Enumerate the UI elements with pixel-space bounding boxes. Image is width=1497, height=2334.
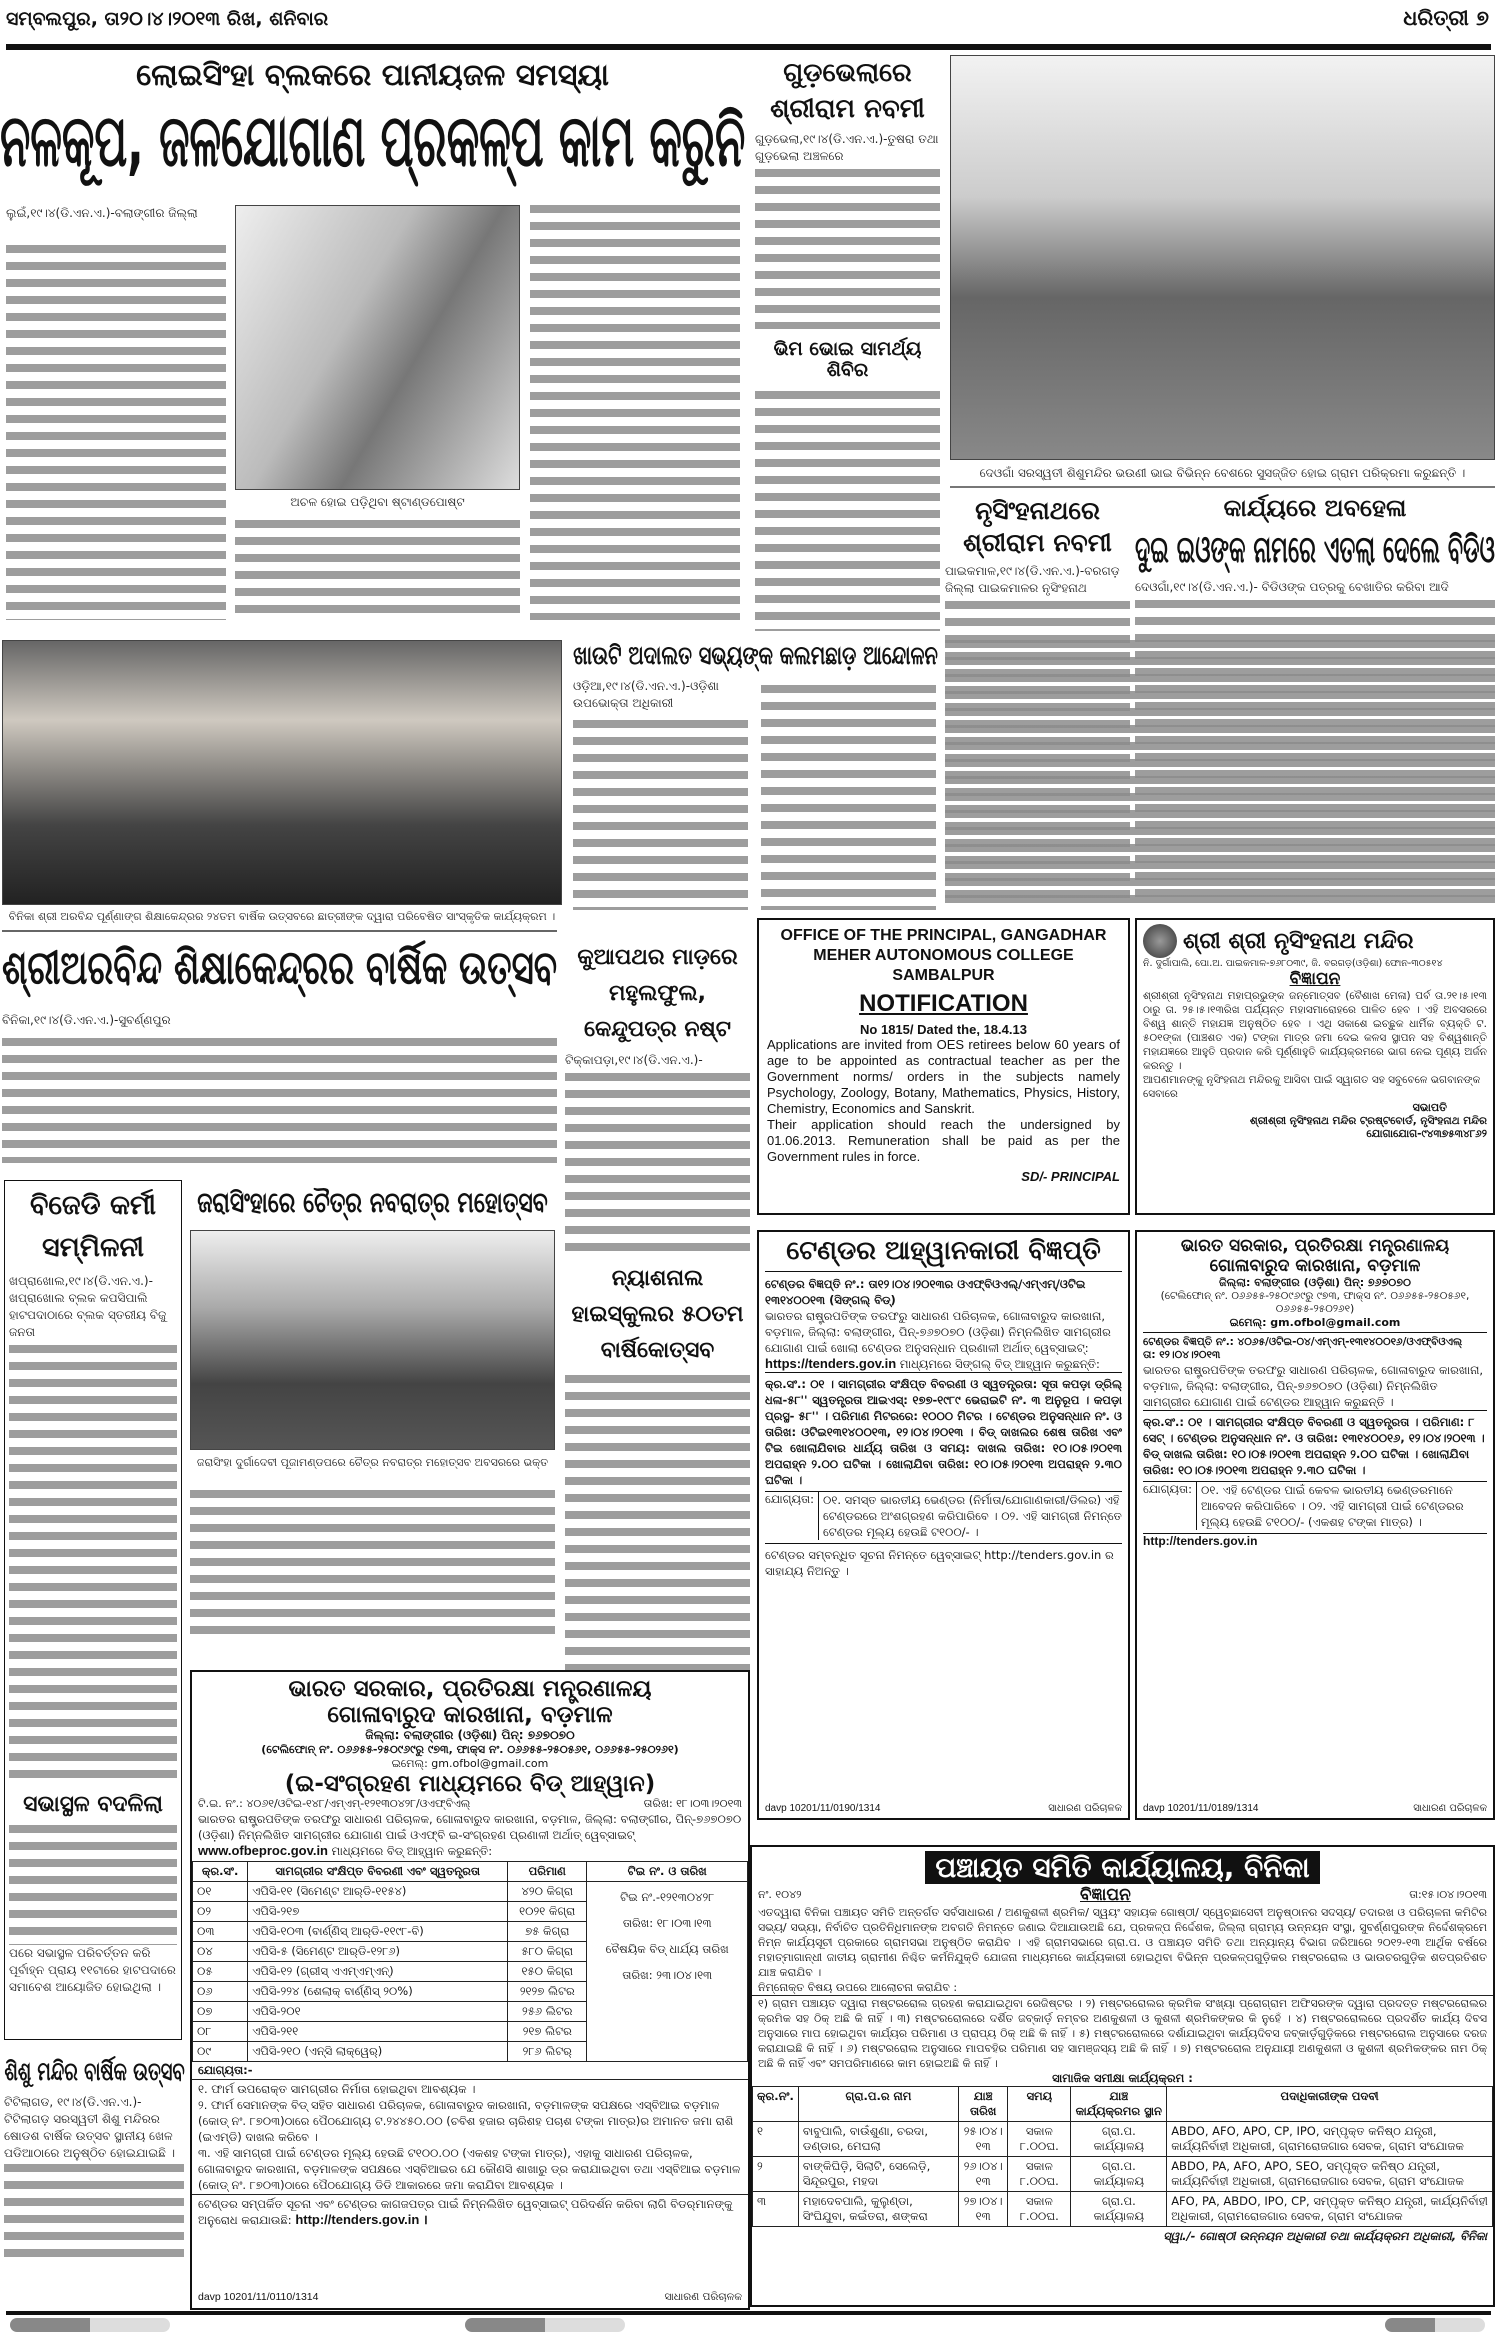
- bjd-story: [4, 1180, 182, 2040]
- eproc-url-link[interactable]: www.ofbeproc.gov.in: [198, 1843, 328, 1858]
- dance-photo: [2, 640, 562, 905]
- table-row: [753, 2122, 1493, 2157]
- shishu-story: [4, 2050, 184, 2310]
- eproc-subtitle: (ଇ-ସଂଗ୍ରହଣ ମାଧ୍ୟମରେ ବିଡ୍ ଆହ୍ୱାନ): [284, 1771, 656, 1797]
- khauti-col2: [761, 685, 936, 910]
- ordnance-phone: (ଟେଲିଫୋନ୍ ନଂ. ୦୬୬୫୫-୨୫୦୯୬୯ରୁ ୯୭୩, ଫାକ୍ସ ନଂ. ୦୬୬୫୫-୨୫୦୫୬୧, ୦୬୬୫୫-୨୫୦୨୬୧): [1160, 1290, 1470, 1315]
- ordnance-tender-ad: [1135, 1230, 1495, 1820]
- ordnance-eligibility: ୦୧. ଏହି ଟେଣ୍ଡର ପାଇଁ କେବଳ ଭାରତୀୟ ଭେଣ୍ଡରମାନେ ଆବେଦନ କରିପାରିବେ । ୦୨. ଏହି ସାମଗ୍ରୀ ପାଇଁ ଟେଣ୍ଡରର ମୂଲ୍ୟ ହେଉଛି ଟ୧୦୦/- (ଏକଶହ ଟଙ୍କା ମାତ୍ର) ।: [1201, 1483, 1464, 1529]
- table-cell: ଏପିସି-୨୨୪ (ଶେଲାକ୍ ବାର୍ଣ୍ଣିସ୍ ୨୦%): [248, 1982, 508, 2002]
- notification-body-2: Their application should reach the undersigned by 01.06.2013. Remuneration shall be paid as per the Government rules in force.: [767, 1117, 1120, 1164]
- eproc-body-text: ଭାରତର ରାଷ୍ଟ୍ରପତିଙ୍କ ତରଫରୁ ସାଧାରଣ ପରିଚାଳକ, ଗୋଳାବାରୁଦ କାରଖାନା, ବଡ଼ମାଳ, ଜିଲ୍ଲା: ବଲାଙ୍ଗୀର, ପିନ୍-୭୬୭୦୭୦ (ଓଡ଼ିଶା) ନିମ୍ନଲିଖିତ ସାମଗ୍ରୀର ଯୋଗାଣ ପାଇଁ ଓଏଫ୍‌ବି ଇ-ସଂଗ୍ରହଣ ପ୍ରଣାଳୀ ଅର୍ଥାତ୍ ୱେବ୍‌ସାଇଟ୍: [198, 1812, 742, 1842]
- ordnance-date: ତା: ୧୨।୦୪।୨୦୧୩: [1143, 1349, 1221, 1361]
- te-info-line: ଟିଇ ନଂ.-୧୨୧୩୦୪୨୮: [620, 1890, 715, 1904]
- panchayat-date: ତା:୧୫।୦୪।୨୦୧୩: [1409, 1888, 1487, 1901]
- shishu-lede: ଟିଟିଲାଗଡ, ୧୯।୪(ଡି.ଏନ.ଏ.)-ଟିଟିଲାଗଡ଼ ସରସ୍ୱତୀ ଶିଶୁ ମନ୍ଦିରର ଷୋଡଶ ବାର୍ଷିକ ଉତ୍ସବ ସ୍ଥାନୀୟ ଖେଳ ପଡିଆଠାରେ ଅନୁଷ୍ଠିତ ହୋଇଯାଇଛି ।: [4, 2095, 176, 2160]
- table-cell: ୦୧: [193, 1882, 248, 1902]
- gudabhela-headline: ଗୁଡ଼ଭେଲାରେ ଶ୍ରୀରାମ ନବମୀ: [770, 58, 925, 124]
- table-cell: ଏପିସି-୫ (ସିମେଣ୍ଟ ଆର୍‌ଡି-୧୨୮୬): [248, 1942, 508, 1962]
- lead-col2-low: [235, 520, 520, 620]
- temple-address: ନି. ଦୁର୍ଗାପାଲି, ପୋ.ଅ. ପାଇକମାଳ-୭୬୮୦୩୯, ଜି. ବରଗଡ଼(ଓଡ଼ିଶା) ଫୋନ-୩୦୫୧୪: [1143, 958, 1443, 969]
- temple-ad-subtitle: ବିଜ୍ଞାପନ: [1289, 969, 1341, 989]
- panchayat-subtitle: ବିଜ୍ଞାପନ: [1080, 1885, 1131, 1905]
- kuapathar-story: [565, 930, 750, 1630]
- bhima-bhoi-headline: ଭିମ ଭୋଇ ସାମର୍ଥ୍ୟ ଶିବିର: [773, 338, 922, 381]
- table-cell: ABDO, AFO, APO, CP, IPO, ସମ୍ପୃକ୍ତ କନିଷ୍ଠ ଯନ୍ତ୍ରୀ, କାର୍ଯ୍ୟନିର୍ବାହୀ ଅଧିକାରୀ, ଗ୍ରାମରୋଜଗାର ସେବକ, ଗ୍ରାମ ସଂଯୋଜକ: [1167, 2122, 1493, 2157]
- section-rule: [2, 930, 557, 932]
- ordnance-url-link[interactable]: http://tenders.gov.in: [1143, 1533, 1487, 1548]
- table-cell: ସକାଳ ୮.୦୦ଘ.: [1008, 2157, 1071, 2192]
- table-cell: ଗ୍ରା.ପ. କାର୍ଯ୍ୟାଳୟ: [1071, 2192, 1167, 2227]
- page-scroll-handle-center[interactable]: [465, 2318, 625, 2332]
- table-cell: ୨୫।୦୪।୧୩: [959, 2122, 1008, 2157]
- continued-columns: [945, 640, 1495, 910]
- panchayat-topics: ୧) ଗ୍ରାମ ପଞ୍ଚାୟତ ଦ୍ୱାରା ମଷ୍ଟରରୋଲ ଗ୍ରହଣ କରାଯାଇଥିବା ରେଜିଷ୍ଟର । ୨) ମଷ୍ଟରରୋଲର କ୍ରମିକ ସଂଖ୍ୟା ପ୍ରୋଗ୍ରାମ ଅଫିସରଙ୍କ ଦ୍ୱାରା ପ୍ରଦତ୍ତ ମଷ୍ଟରରୋଲର କ୍ରମିକ ସହ ଠିକ୍ ଅଛି କି ନାହିଁ । ୩) ମଷ୍ଟରରୋଲରେ ଦର୍ଶିତ ଜବ୍‌କାର୍ଡ଼ ନମ୍ବର ଅଣକୁଶଳୀ ଓ କୁଶଳୀ ଶ୍ରମିକଙ୍କର କି ନୁହେଁ । ୪) ମଷ୍ଟରରୋଲରେ ପ୍ରଦର୍ଶିତ କାର୍ଯ୍ୟ ଦିବସ ଅନୁସାରେ ମାପ ହୋଇଥିବା କାର୍ଯ୍ୟର ପରିମାଣ ଓ ପ୍ରାପ୍ୟ ଠିକ୍ ଅଛି କି ନାହିଁ । ୫) ମଷ୍ଟରରୋଲରେ ଦର୍ଶାଯାଇଥିବା କାର୍ଯ୍ୟଦିବସ ଜବ୍‌କାର୍ଡ଼ଗୁଡ଼ିକରେ ମଷ୍ଟରରୋଲ ଅନୁସାରେ ଦରଜ କରାଯାଇଛି କି ନାହିଁ । ୬) ମଷ୍ଟରରୋଲ ଅନୁସାରେ ମାପବହିର ପରିମାଣ ସହ ସାମଞ୍ଜସ୍ୟ ଅଛି କି ନାହିଁ । ୭) ମଷ୍ଟରରୋଲ ଅନୁଯାୟୀ ଅଣକୁଶଳୀ ଓ କୁଶଳୀ ଶ୍ରମିକଙ୍କର ନାମ ଠିକ୍ ଅଛି କି ନାହିଁ ଏବଂ ସମପରିମାଣରେ କାମ ହୋଇଅଛି କି ନାହିଁ ।: [752, 1995, 1493, 2071]
- college-notification-ad: [757, 918, 1130, 1215]
- social-audit-table: [752, 2086, 1493, 2227]
- table-cell: ୨: [753, 2157, 799, 2192]
- table-cell: ୧: [753, 2122, 799, 2157]
- kuapathar-lede: ଟିକ୍କାପଡ଼ା,୧୯।୪(ଡି.ଏନ.ଏ.)-: [565, 1053, 703, 1067]
- panchayat-title: ପଞ୍ଚାୟତ ସମିତି କାର୍ଯ୍ୟାଳୟ, ବିନିକା: [925, 1851, 1319, 1884]
- eproc-note-link[interactable]: http://tenders.gov.in ।: [295, 2212, 428, 2227]
- temple-signer-role: ସଭାପତି: [1412, 1101, 1447, 1114]
- table-cell: ୦୫: [193, 1962, 248, 1982]
- table-cell: ୦୩: [193, 1922, 248, 1942]
- eproc-eligibility-list: [192, 2080, 748, 2195]
- panchayat-ad: [750, 1845, 1495, 2307]
- national-hs-headline: ନ୍ୟାଶନାଲ ହାଇସ୍କୁଲର ୫୦ତମ ବାର୍ଷିକୋତ୍ସବ: [571, 1266, 744, 1363]
- eproc-items-table: [192, 1861, 748, 2062]
- lead-story: [0, 55, 745, 625]
- eproc-column-header: ପରିମାଣ: [508, 1862, 587, 1882]
- table-cell: ବାଙ୍କିଘିଡ଼ି, ସିଲାଟି, ସେଲେଡ଼ି, ସିନ୍ଦୂରପୁର, ମହଦା: [798, 2157, 958, 2192]
- table-row: [193, 1882, 748, 1902]
- khauti-story: [573, 640, 938, 910]
- tender-ref: ଟେଣ୍ଡର ବିଜ୍ଞପ୍ତି ନଂ.: ତା୧୨।୦୪।୨୦୧୩ର ଓଏଫ୍‌ବିଓଏଲ୍/ଏମ୍‌ଏମ୍/ଓଟିଇ ୧୩୧୪୦୦୧୩ (ସିଙ୍ଗଲ୍ ବିଡ୍): [765, 1277, 1086, 1307]
- tender-ad: [757, 1230, 1130, 1820]
- ordnance-ref: ଟେଣ୍ଡର ବିଜ୍ଞପ୍ତି ନଂ.: ୪୦୬୫/ଓଟିଇ-୦୪/ଏମ୍‌ଏମ୍-୧୩୧୪୦୦୧୬/ଓଏଫ୍‌ବିଓଏଲ୍: [1143, 1336, 1463, 1348]
- table-cell: ୦୨: [193, 1902, 248, 1922]
- nrusinghanath-lede: ପାଇକମାଳ,୧୯।୪(ଡି.ଏନ.ଏ.)-ବରଗଡ଼ ଜିଲ୍ଲା ପାଇକମାଳର ନୃସିଂହନାଥ: [945, 564, 1120, 595]
- panchayat-signer: ସ୍ୱା./- ଗୋଷ୍ଠୀ ଉନ୍ନୟନ ଅଧିକାରୀ ତଥା କାର୍ଯ୍ୟକ୍ରମ ଅଧିକାରୀ, ବିନିକା: [1163, 2229, 1487, 2243]
- dance-caption: ବିନିକା ଶ୍ରୀ ଅରବିନ୍ଦ ପୂର୍ଣ୍ଣାଙ୍ଗ ଶିକ୍ଷାକେନ୍ଦ୍ରର ୨୪ତମ ବାର୍ଷିକ ଉତ୍ସବରେ ଛାତ୍ରୀଙ୍କ ଦ୍ୱାରା ପରିବେଷିତ ସାଂସ୍କୃତିକ କାର୍ଯ୍ୟକ୍ରମ ।: [8, 910, 556, 923]
- table-cell: ୫୮୦ କିଗ୍ରା: [508, 1942, 587, 1962]
- temple-seal-icon: [1143, 924, 1177, 958]
- table-cell: ୪୨୦ କିଗ୍ରା: [508, 1882, 587, 1902]
- eproc-phone: (ଟେଲିଫୋନ୍ ନଂ. ୦୬୬୫୫-୨୫୦୯୬୯ରୁ ୯୭୩, ଫାକ୍ସ ନଂ. ୦୬୬୫୫-୨୫୦୫୬୧, ୦୬୬୫୫-୨୫୦୨୬୧): [261, 1743, 679, 1756]
- ordnance-davp: davp 10201/11/0189/1314: [1143, 1803, 1259, 1814]
- caption-rule: [950, 486, 1495, 488]
- table-cell: ଏପିସି-୨୧୦ (ଏନ୍‌ସି ଲାକ୍ୱେର୍): [248, 2042, 508, 2062]
- ordnance-district: ଜିଲ୍ଲା: ବଲାଙ୍ଗୀର (ଓଡ଼ିଶା) ପିନ୍: ୭୬୭୦୭୦: [1219, 1276, 1411, 1289]
- table-cell: ମହାଦେବପାଲି, କୁଲୁଣ୍ଡା, ସିଂଘିଯୁବା, କଇଁତରା, ଶଙ୍କରା: [798, 2192, 958, 2227]
- standpost-caption: ଅଚଳ ହୋଇ ପଡ଼ିଥିବା ଷ୍ଟାଣ୍ଡପୋଷ୍ଟ: [290, 495, 465, 509]
- eligibility-item: ୩. ଏହି ସାମଗ୍ରୀ ପାଇଁ ଟେଣ୍ଡର ମୂଲ୍ୟ ହେଉଛି ଟ୧୦୦.୦୦ (ଏକଶହ ଟଙ୍କା ମାତ୍ର), ଏହାକୁ ସାଧାରଣ ପରିଚାଳକ, ଗୋଳାବାରୁଦ କାରଖାନା, ବଡ଼ମାଳଙ୍କ ସପକ୍ଷରେ ଏସ୍‌ବିଆଇର ଯେ କୌଣସି ଶାଖାରୁ ଡ୍ର କରାଯାଇଥିବା ତଥା ଏସ୍‌ବିଆଇ ବଡ଼ମାଳ (କୋଡ୍ ନଂ. ୮୭୦୩)ଠାରେ ପୈଠଯୋଗ୍ୟ ଡିଡି ଆକାରରେ ଜମା କରାଯିବା ଆବଶ୍ୟକ ।: [198, 2146, 741, 2192]
- eproc-column-header: ସାମଗ୍ରୀର ସଂକ୍ଷିପ୍ତ ବିବରଣୀ ଏବଂ ସ୍ୱତନ୍ତ୍ରତା: [248, 1862, 508, 1882]
- audit-column-header: ଯାଞ୍ଚ ତାରିଖ: [959, 2087, 1008, 2122]
- aurobindo-story: [2, 930, 557, 1170]
- ordnance-body: ଭାରତର ରାଷ୍ଟ୍ରପତିଙ୍କ ତରଫରୁ ସାଧାରଣ ପରିଚାଳକ, ଗୋଳାବାରୁଦ କାରଖାନା, ବଡ଼ମାଳ, ଜିଲ୍ଲା: ବଲାଙ୍ଗୀର, ପିନ୍-୭୬୭୦୭୦ (ଓଡ଼ିଶା) ନିମ୍ନଲିଖିତ ସାମଗ୍ରୀର ଯୋଗାଣ ପାଇଁ ଟେଣ୍ଡର ଆହ୍ୱାନ କରୁଛନ୍ତି ।: [1143, 1363, 1483, 1409]
- shishu-body: [4, 2164, 184, 2264]
- table-cell: ୨୭।୦୪।୧୩: [959, 2192, 1008, 2227]
- eproc-ref: ଟି.ଇ. ନଂ.: ୪୦୬୧/ଓଟିଇ-୧୪୮/ଏମ୍‌ଏମ୍-୧୨୧୩୦୪୨୮/ଓଏଫ୍‌ବିଏଲ୍: [198, 1797, 471, 1810]
- table-cell: ୦୬: [193, 1982, 248, 2002]
- table-cell: ୨୮୬ ଲିଟର୍: [508, 2042, 587, 2062]
- khauti-col1: [573, 720, 748, 910]
- footer-rule: [6, 2311, 1491, 2315]
- tender-eligibility-label: ଯୋଗ୍ୟତା:: [765, 1492, 819, 1540]
- table-cell: ସକାଳ ୮.୦୦ଘ.: [1008, 2122, 1071, 2157]
- te-info-line: ତାରିଖ: ୧୮।୦୩।୧୩: [622, 1916, 712, 1930]
- ordnance-eligibility-label: ଯୋଗ୍ୟତା:: [1143, 1482, 1197, 1530]
- jarasingha-body: [190, 1490, 555, 1635]
- procession-photo: [950, 55, 1495, 460]
- aurobindo-headline: ଶ୍ରୀଅରବିନ୍ଦ ଶିକ୍ଷାକେନ୍ଦ୍ରର ବାର୍ଷିକ ଉତ୍ସବ: [2, 941, 557, 995]
- table-cell: ଏପିସି-୨୧୭: [248, 1902, 508, 1922]
- bjd-headline: ବିଜେଡି କର୍ମୀ ସମ୍ମିଳନୀ: [29, 1190, 157, 1263]
- temple-ad-body-2: ଆପଣମାନଙ୍କୁ ନୃସିଂହନାଥ ମନ୍ଦିରକୁ ଆସିବା ପାଇଁ ସ୍ୱାଗତ ସହ ସବୁବେଳେ ଭଗବାନଙ୍କ ସେବାରେ: [1143, 1074, 1481, 1100]
- masthead-dateline: ସମ୍ବଲପୁର, ତା୨୦।୪।୨୦୧୩ ରିଖ, ଶନିବାର: [6, 8, 329, 30]
- navaratri-photo: [190, 1230, 555, 1450]
- tender-eligibility: ୦୧. ସମସ୍ତ ଭାରତୀୟ ଭେଣ୍ଡର (ନିର୍ମାତା/ଯୋଗାଣକାରୀ/ଡିଲର) ଏହି ଟେଣ୍ଡରରେ ଅଂଶଗ୍ରହଣ କରିପାରିବେ । ୦୨. ଏହି ସାମଗ୍ରୀ ନିମନ୍ତେ ଟେଣ୍ଡର ମୂଲ୍ୟ ହେଉଛି ଟ୧୦୦/- ।: [823, 1493, 1122, 1539]
- tender-intro: [765, 1308, 1122, 1372]
- temple-signer: ଶ୍ରୀଶ୍ରୀ ନୃସିଂହନାଥ ମନ୍ଦିର ଟ୍ରଷ୍ଟବୋର୍ଡ, ନୃସିଂହନାଥ ମନ୍ଦିର: [1249, 1115, 1487, 1127]
- tender-davp: davp 10201/11/0190/1314: [765, 1803, 881, 1814]
- aurobindo-lede: ବିନିକା,୧୯।୪(ଡି.ଏନ.ଏ.)-ସୁବର୍ଣ୍ଣପୁର: [2, 1013, 171, 1027]
- ordnance-eproc-ad: [190, 1670, 750, 2310]
- table-cell: ୦୭: [193, 2002, 248, 2022]
- page-scroll-handle-right[interactable]: [1385, 2318, 1485, 2332]
- temple-ad: [1135, 918, 1495, 1215]
- kuapathar-headline: କୁଆପଥର ମାଡ଼ରେ ମହୁଲଫୁଲ, କେନ୍ଦୁପତ୍ର ନଷ୍ଟ: [577, 945, 738, 1042]
- table-cell: ଏପିସି-୧୨ (ଗ୍ରୀସ୍ ଏଏମ୍‌ଏମ୍‌ଏନ୍): [248, 1962, 508, 1982]
- bjd-closing: ପରେ ସଭାସ୍ଥଳ ପରିବର୍ତ୍ତନ କରି ପୂର୍ବାହ୍ନ ପ୍ରାୟ ୧୧ଟାରେ ହାଟପଦାରେ ସମାବେଶ ଆୟୋଜିତ ହୋଇଥିଲା ।: [9, 1946, 176, 1995]
- national-hs-body: [565, 1375, 750, 1675]
- table-cell: ଏପିସି-୧୧ (ସିମେଣ୍ଟ ଆର୍‌ଡି-୧୧୫୪): [248, 1882, 508, 1902]
- eproc-davp: davp 10201/11/0110/1314: [198, 2291, 319, 2303]
- bdo-lede: ଦେଓଗାଁ,୧୯।୪(ଡି.ଏନ.ଏ.)- ବିଡିଓଙ୍କ ପତ୍ରକୁ ବେଖାତିର କରିବା ଆଦି: [1135, 580, 1449, 595]
- eproc-note: [192, 2195, 748, 2229]
- eligibility-item: ୧. ଫାର୍ମ ଉପରୋକ୍ତ ସାମଗ୍ରୀର ନିର୍ମାତା ହୋଇଥିବା ଆବଶ୍ୟକ ।: [198, 2082, 476, 2096]
- eproc-signer: ସାଧାରଣ ପରିଚାଳକ: [664, 2291, 742, 2303]
- gudabhela-lede: ଗୁଡ଼ଭେଲା,୧୯।୪(ଡି.ଏନ.ଏ.)-ତୁଷରା ତଥା ଗୁଡ଼ଭେଲା ଅଞ୍ଚଳରେ: [755, 132, 939, 163]
- lead-lede: ଲୁଇଁ,୧୯।୪(ଡି.ଏନ.ଏ.)-ବଲାଙ୍ଗୀର ଜିଲ୍ଲା: [6, 206, 198, 220]
- table-cell: ୭୫ କିଗ୍ରା: [508, 1922, 587, 1942]
- panchayat-program-label: ସାମାଜିକ ସମୀକ୍ଷା କାର୍ଯ୍ୟକ୍ରମ :: [1052, 2071, 1193, 2085]
- notification-title: NOTIFICATION: [859, 990, 1028, 1017]
- khauti-headline: ଖାଉଟି ଅଦାଲତ ସଭ୍ୟଙ୍କ କଲମଛାଡ଼ ଆନ୍ଦୋଳନ: [573, 639, 938, 671]
- header-rule: [6, 44, 1491, 50]
- notification-office: OFFICE OF THE PRINCIPAL, GANGADHAR MEHER AUTONOMOUS COLLEGE SAMBALPUR: [780, 927, 1107, 984]
- nrusinghanath-headline: ନୃସିଂହନାଥରେ ଶ୍ରୀରାମ ନବମୀ: [963, 496, 1112, 557]
- audit-column-header: ସମୟ: [1008, 2087, 1071, 2122]
- notification-body: Applications are invited from OES retirees below 60 years of age to be appointed as contractual teacher as per the Government norms/ orders in the subjects namely Psychology, Zoology, Botany, Mathematics, Physics, History, Chemistry, Economics and Sanskrit.: [767, 1037, 1120, 1116]
- table-cell: ୦୪: [193, 1942, 248, 1962]
- tender-item: କ୍ର.ସଂ.: ୦୧ । ସାମଗ୍ରୀର ସଂକ୍ଷିପ୍ତ ବିବରଣୀ ଓ ସ୍ୱତନ୍ତ୍ରତା: ସୂତା କପଡ଼ା ଡ୍ରିଲ୍ ଧଳା-୫୮'' ସ୍ୱତନ୍ତ୍ରତା ଆଇଏସ୍: ୧୭୭-୧୯୮୯ ଭେରାଇଟି ନଂ. ୩ ଅନୁରୂପ । କପଡ଼ା ପ୍ରସ୍ଥ- ୫୮'' । ପରିମାଣ ମିଟରରେ: ୧୦୦୦ ମିଟର । ଟେଣ୍ଡର ଅନୁସନ୍ଧାନ ନଂ. ଓ ତାରିଖ: ଓଟିଇ୧୩୧୪୦୦୧୩, ୧୨।୦୪।୨୦୧୩ । ବିଡ୍ ଦାଖଲର ଶେଷ ତାରିଖ ଏବଂ ଟିଇ ଖୋଲାଯିବାର ଧାର୍ଯ୍ୟ ତାରିଖ ଓ ସମୟ: ଦାଖଲ ତାରିଖ: ୧୦।୦୫।୨୦୧୩ ଅପରାହ୍ନ ୨.୦୦ ଘଟିକା । ଖୋଲାଯିବା ତାରିଖ: ୧୦।୦୫।୨୦୧୩ ଅପରାହ୍ନ ୨.୩୦ ଘଟିକା ।: [765, 1372, 1122, 1488]
- tender-url-link[interactable]: https://tenders.gov.in: [765, 1356, 897, 1371]
- panchayat-body: ଏତଦ୍ୱାରା ବିନିକା ପଞ୍ଚାୟତ ସମିତି ଅନ୍ତର୍ଗତ ସର୍ବସାଧାରଣ / ଅଣକୁଶଳୀ ଶ୍ରମିକ/ ସ୍ୱୟଂ ସହାୟକ ଗୋଷ୍ଠୀ/ ସ୍ୱେଚ୍ଛାସେବୀ ଅନୁଷ୍ଠାନର ସଦସ୍ୟ/ ତଦାରଖ ଓ ପରିଚାଳନା କମିଟିର ସଭ୍ୟ/ ସଭ୍ୟା, ନିର୍ବାଚିତ ପ୍ରତିନିଧିମାନଙ୍କ ଅବଗତି ନିମନ୍ତେ ଜଣାଇ ଦିଆଯାଉଅଛି ଯେ, ପ୍ରକଳ୍ପ ନିର୍ଦ୍ଦେଶକ, ଜିଲ୍ଲା ଗ୍ରାମ୍ୟ ଉନ୍ନୟନ ସଂସ୍ଥା, ସୁବର୍ଣ୍ଣପୁରଙ୍କ ନିର୍ଦ୍ଦେଶକ୍ରମେ ନିମ୍ନ କାର୍ଯ୍ୟସୂଚୀ ପ୍ରକାରେ ଗ୍ରାମସଭା ଅନୁଷ୍ଠିତ କରାଯିବ । ଏହି ଗ୍ରାମସଭାରେ ଗ୍ରା.ପ. ଓ ପଞ୍ଚାୟତ ସମିତି ତଥା ଅନ୍ୟାନ୍ୟ ବିଭାଗ ଜରିଆରେ ୨୦୧୨-୧୩ ଆର୍ଥିକ ବର୍ଷରେ ମହାତ୍ମାଗାନ୍ଧୀ ଜାତୀୟ ଗ୍ରାମୀଣ ନିଶ୍ଚିତ କର୍ମନିଯୁକ୍ତି ଯୋଜନା ମାଧ୍ୟମରେ କାର୍ଯ୍ୟକାରୀ ହୋଇଥିବା ବିଭିନ୍ନ ପ୍ରକଳ୍ପଗୁଡ଼ିକର ମଷ୍ଟରରୋଲ ଓ ଭାଉଚରଗୁଡ଼ିକ ଶତପ୍ରତିଶତ ଯାଞ୍ଚ କରାଯିବ ।: [758, 1906, 1487, 1979]
- panchayat-topics-label: ନିମ୍ନୋକ୍ତ ବିଷୟ ଉପରେ ଆଲୋଚନା କରାଯିବ :: [758, 1981, 958, 1994]
- eproc-title-2: ଗୋଳାବାରୁଦ କାରଖାନା, ବଡ଼ମାଳ: [327, 1702, 613, 1728]
- notification-signature: SD/- PRINCIPAL: [1021, 1169, 1120, 1184]
- bjd-body: [9, 1345, 177, 1785]
- te-info-cell: [587, 1882, 748, 2062]
- table-cell: ବାବୁପାଲି, ବାଉଁଶୁଣା, ଚରଦା, ଡଣ୍ଡାର, ମେଘଲା: [798, 2122, 958, 2157]
- venue-changed-headline: ସଭାସ୍ଥଳ ବଦଳିଲା: [23, 1792, 163, 1817]
- table-cell: ସକାଳ ୮.୦୦ଘ.: [1008, 2192, 1071, 2227]
- ordnance-title-1: ଭାରତ ସରକାର, ପ୍ରତିରକ୍ଷା ମନ୍ତ୍ରଣାଳୟ: [1180, 1236, 1450, 1256]
- tender-intro-end: ମାଧ୍ୟମରେ ସିଙ୍ଗଲ୍ ବିଡ୍ ଆହ୍ୱାନ କରୁଛନ୍ତି:: [899, 1357, 1100, 1371]
- ordnance-email[interactable]: ଇମେଲ୍: gm.ofbol@gmail.com: [1143, 1316, 1487, 1333]
- table-cell: ୧୦୨୧ କିଗ୍ରା: [508, 1902, 587, 1922]
- table-cell: ୧୫୦ କିଗ୍ରା: [508, 1962, 587, 1982]
- page-number: ଧରିତ୍ରୀ ୭: [1403, 6, 1489, 30]
- temple-contact: ଯୋଗାଯୋଗ-୯୪୩୭୫୩୪୮୬୨: [1366, 1128, 1487, 1140]
- jarasingha-story: [190, 1180, 560, 1640]
- venue-body: [9, 1825, 177, 1945]
- tender-intro-text: ଭାରତର ରାଷ୍ଟ୍ରପତିଙ୍କ ତରଫରୁ ସାଧାରଣ ପରିଚାଳକ, ଗୋଳାବାରୁଦ କାରଖାନା, ବଡ଼ମାଳ, ଜିଲ୍ଲା: ବଲାଙ୍ଗୀର, ପିନ୍-୭୬୭୦୭୦ (ଓଡ଼ିଶା) ନିମ୍ନଲିଖିତ ସାମଗ୍ରୀର ଯୋଗାଣ ପାଇଁ ଖୋଲା ଟେଣ୍ଡର ଅନୁସନ୍ଧାନ ପ୍ରଣାଳୀ ଅର୍ଥାତ୍ ୱେବ୍‌ସାଇଟ୍:: [765, 1309, 1111, 1355]
- ordnance-signer: ସାଧାରଣ ପରିଚାଳକ: [1413, 1803, 1487, 1814]
- audit-column-header: ପଦାଧିକାରୀଙ୍କ ପଦବୀ: [1167, 2087, 1493, 2122]
- page-scroll-handle-left[interactable]: [10, 2318, 170, 2332]
- jarasingha-headline: ଜରାସିଂହାରେ ଚୈତ୍ର ନବରାତ୍ର ମହୋତ୍ସବ: [197, 1187, 548, 1220]
- shishu-headline: ଶିଶୁ ମନ୍ଦିର ବାର୍ଷିକ ଉତ୍ସବ: [4, 2055, 185, 2087]
- table-cell: ଗ୍ରା.ପ. କାର୍ଯ୍ୟାଳୟ: [1071, 2122, 1167, 2157]
- temple-ad-title: ଶ୍ରୀ ଶ୍ରୀ ନୃସିଂହନାଥ ମନ୍ଦିର: [1183, 928, 1414, 954]
- lead-kicker: ଲୋଇସିଂହା ବ୍ଲକରେ ପାନୀୟଜଳ ସମସ୍ୟା: [136, 58, 609, 93]
- table-cell: ୨୧୭ ଲିଟର: [508, 2022, 587, 2042]
- table-row: [753, 2157, 1493, 2192]
- table-cell: ଏପିସି-୨୦୧: [248, 2002, 508, 2022]
- khauti-lede: ଓଡ଼ିଆ,୧୯।୪(ଡି.ଏନ.ଏ.)-ଓଡ଼ିଶା ଉପଭୋକ୍ତା ଅଧିକାରୀ: [573, 679, 719, 710]
- eligibility-item: ୨. ଫାର୍ମ ସେମାନଙ୍କ ବିଡ୍ ସହିତ ସାଧାରଣ ପରିଚାଳକ, ଗୋଳାବାରୁଦ କାରଖାନା, ବଡ଼ମାଳଙ୍କ ସପକ୍ଷରେ ଏସ୍‌ବିଆଇ ବଡ଼ମାଳ (କୋଡ୍ ନଂ. ୮୭୦୩)ଠାରେ ପୈଠଯୋଗ୍ୟ ଟ.୨୪୪୫୦.୦୦ (ଚବିଶ ହଜାର ଚାରିଶହ ପଚାଶ ଟଙ୍କା ମାତ୍ର)ର ଅମାନତ ଜମା ରାଶି (ଇଏମ୍‌ଡି) ଦାଖଲ କରିବେ ।: [198, 2098, 734, 2144]
- table-cell: ଏପିସି-୧୦୩ (ବାର୍ଣ୍ଣିସ୍ ଆର୍‌ଡି-୧୧୯୮-ବି): [248, 1922, 508, 1942]
- tender-ad-title: ଟେଣ୍ଡର ଆହ୍ୱାନକାରୀ ବିଜ୍ଞପ୍ତି: [765, 1236, 1122, 1272]
- eproc-date: ତାରିଖ: ୧୮।୦୩।୨୦୧୩: [643, 1797, 742, 1810]
- eproc-eligibility-label: ଯୋଗ୍ୟତା:-: [192, 2062, 748, 2080]
- audit-column-header: ଯାଞ୍ଚ କାର୍ଯ୍ୟକ୍ରମର ସ୍ଥାନ: [1071, 2087, 1167, 2122]
- audit-column-header: କ୍ର.ନଂ.: [753, 2087, 799, 2122]
- aurobindo-body: [2, 1038, 557, 1163]
- eproc-district: ଜିଲ୍ଲା: ବଲାଙ୍ଗୀର (ଓଡ଼ିଶା) ପିନ୍: ୭୬୭୦୭୦: [365, 1728, 575, 1742]
- panchayat-number: ନଂ. ୧୦୪୨: [758, 1888, 802, 1901]
- table-cell: ୩: [753, 2192, 799, 2227]
- table-row: [753, 2192, 1493, 2227]
- eproc-body-end: ମାଧ୍ୟମରେ ବିଡ୍ ଆହ୍ୱାନ କରୁଛନ୍ତି:: [331, 1844, 493, 1858]
- notification-number: No 1815/ Dated the, 18.4.13: [860, 1022, 1027, 1037]
- eproc-note-text: ଟେଣ୍ଡର ସମ୍ପର୍କିତ ସୂଚନା ଏବଂ ଟେଣ୍ଡର କାଗଜପତ୍ର ପାଇଁ ନିମ୍ନଲିଖିତ ୱେବ୍‌ସାଇଟ୍ ପରିଦର୍ଶନ କରିବା ଲାଗି ବିଡର୍‌ମାନଙ୍କୁ ଅନୁରୋଧ କରାଯାଉଛି:: [198, 2197, 733, 2227]
- table-cell: ଏପିସି-୨୧୧: [248, 2022, 508, 2042]
- audit-column-header: ଗ୍ରା.ପ.ର ନାମ: [798, 2087, 958, 2122]
- navaratri-caption: ଜରାସିଂହା ଦୁର୍ଗାଦେବୀ ପୂଜାମଣ୍ଡପରେ ଚୈତ୍ର ନବରାତ୍ର ମହୋତ୍ସବ ଅବସରରେ ଭକ୍ତ: [196, 1456, 549, 1469]
- tender-note: ଟେଣ୍ଡର ସମ୍ବନ୍ଧିତ ସୂଚନା ନିମନ୍ତେ ୱେବ୍‌ସାଇଟ୍ http://tenders.gov.in ର ସାହାଯ୍ୟ ନିଅନ୍ତୁ ।: [765, 1543, 1122, 1579]
- lead-col1: [6, 245, 226, 620]
- te-info-line: ବୈଷୟିକ ବିଡ୍ ଧାର୍ଯ୍ୟ ତାରିଖ: [605, 1942, 729, 1956]
- standpost-photo: [235, 205, 520, 490]
- table-cell: ୦୯: [193, 2042, 248, 2062]
- bdo-kicker: କାର୍ଯ୍ୟରେ ଅବହେଳା: [1223, 494, 1407, 522]
- eproc-body: [192, 1811, 748, 1859]
- eproc-email[interactable]: ଇମେଲ୍: gm.ofbol@gmail.com: [391, 1757, 549, 1770]
- procession-caption: ଦେଓଗାଁ ସରସ୍ୱତୀ ଶିଶୁମନ୍ଦିର ଭଉଣୀ ଭାଇ ବିଭିନ୍ନ ବେଶରେ ସୁସଜ୍ଜିତ ହୋଇ ଗ୍ରାମ ପରିକ୍ରମା କରୁଛନ୍ତି ।: [979, 466, 1466, 480]
- gudabhela-story: [755, 55, 940, 615]
- bjd-lede: ଖପ୍ରାଖୋଲ,୧୯।୪(ଡି.ଏନ.ଏ.)-ଖପ୍ରାଖୋଲ ବ୍ଲକ କପସିପାଲି ହାଟପଦାଠାରେ ବ୍ଲକ ସ୍ତରୀୟ ବିଜୁ ଜନତା: [9, 1274, 167, 1339]
- bhima-bhoi-body: [755, 391, 940, 631]
- eproc-column-header: ଟିଇ ନଂ. ଓ ତାରିଖ: [587, 1862, 748, 1882]
- kuapathar-body: [565, 1073, 750, 1253]
- tender-signer: ସାଧାରଣ ପରିଚାଳକ: [1048, 1803, 1122, 1814]
- lead-headline: ନଳକୂପ, ଜଳଯୋଗାଣ ପ୍ରକଳ୍ପ କାମ କରୁନି: [0, 99, 746, 184]
- gudabhela-body: [755, 169, 940, 329]
- te-info-line: ତାରିଖ: ୨୩।୦୪।୧୩: [622, 1968, 713, 1982]
- ordnance-title-2: ଗୋଳାବାରୁଦ କାରଖାନା, ବଡ଼ମାଳ: [1209, 1256, 1421, 1276]
- table-cell: ୦୮: [193, 2022, 248, 2042]
- ordnance-item: କ୍ର.ସଂ.: ୦୧ । ସାମଗ୍ରୀର ସଂକ୍ଷିପ୍ତ ବିବରଣୀ ଓ ସ୍ୱତନ୍ତ୍ରତା । ପରିମାଣ: ୮ ସେଟ୍ । ଟେଣ୍ଡର ଅନୁସନ୍ଧାନ ନଂ. ଓ ତାରିଖ: ୧୩୧୪୦୦୧୬, ୧୨।୦୪।୨୦୧୩ । ବିଡ୍ ଦାଖଲ ତାରିଖ: ୧୦।୦୫।୨୦୧୩ ଅପରାହ୍ନ ୨.୦୦ ଘଟିକା । ଖୋଲାଯିବା ତାରିଖ: ୧୦।୦୫।୨୦୧୩ ଅପରାହ୍ନ ୨.୩୦ ଘଟିକା ।: [1143, 1410, 1487, 1478]
- lead-col3: [530, 205, 740, 620]
- temple-ad-body: ଶ୍ରୀଶ୍ରୀ ନୃସିଂହନାଥ ମହାପ୍ରଭୁଙ୍କ ଜନ୍ମୋତ୍ସବ (ବୈଶାଖ ମେଳା) ପର୍ବ ତା.୨୧।୫।୧୩ ଠାରୁ ତା. ୨୫।୫।୧୩ରିଖ ପର୍ଯ୍ୟନ୍ତ ମହାସମାରୋହରେ ପାଳିତ ହେବ । ଏହି ଅବସରରେ ବିଶ୍ୱ ଶାନ୍ତି ମହାଯଜ୍ଞ ଅନୁଷ୍ଠିତ ହେବ । ଏଥି ସକାଶେ ଇଚ୍ଛୁକ ଧାର୍ମିକ ବ୍ୟକ୍ତି ଟ. ୫୦୧ଙ୍କା (ପାଞ୍ଚଶତ ଏକ) ଟଙ୍କା ମାତ୍ର ଜମା ଦେଇ କଳସ ସ୍ଥାପନ ସହ ବିଶ୍ୱଶାନ୍ତି ମହାଯଜ୍ଞରେ ଆହୁତି ପ୍ରଦାନ କରି ପୂର୍ଣ୍ଣାହୁତି କାର୍ଯ୍ୟକ୍ରମରେ ଭାଗ ନେଇ ପୂଣ୍ୟ ଅର୍ଜନ କରନ୍ତୁ ।: [1143, 990, 1487, 1072]
- table-cell: ABDO, PA, AFO, APO, SEO, ସମ୍ପୃକ୍ତ କନିଷ୍ଠ ଯନ୍ତ୍ରୀ, କାର୍ଯ୍ୟନିର୍ବାହୀ ଅଧିକାରୀ, ଗ୍ରାମରୋଜଗାର ସେବକ, ଗ୍ରାମ ସଂଯୋଜକ: [1167, 2157, 1493, 2192]
- bdo-headline: ଦୁଇ ଇଓଙ୍କ ନାମରେ ଏତଲା ଦେଲେ ବିଡିଓ: [1135, 527, 1495, 572]
- table-cell: ୨୧୨୭ ଲିଟର: [508, 1982, 587, 2002]
- eproc-column-header: କ୍ର.ସଂ.: [193, 1862, 248, 1882]
- table-cell: ଗ୍ରା.ପ. କାର୍ଯ୍ୟାଳୟ: [1071, 2157, 1167, 2192]
- table-cell: ୨୬।୦୪।୧୩: [959, 2157, 1008, 2192]
- table-cell: ୨୫୬ ଲିଟର: [508, 2002, 587, 2022]
- eproc-title-1: ଭାରତ ସରକାର, ପ୍ରତିରକ୍ଷା ମନ୍ତ୍ରଣାଳୟ: [288, 1676, 652, 1702]
- table-cell: AFO, PA, ABDO, IPO, CP, ସମ୍ପୃକ୍ତ କନିଷ୍ଠ ଯନ୍ତ୍ରୀ, କାର୍ଯ୍ୟନିର୍ବାହୀ ଅଧିକାରୀ, ଗ୍ରାମରୋଜଗାର ସେବକ, ଗ୍ରାମ ସଂଯୋଜକ: [1167, 2192, 1493, 2227]
